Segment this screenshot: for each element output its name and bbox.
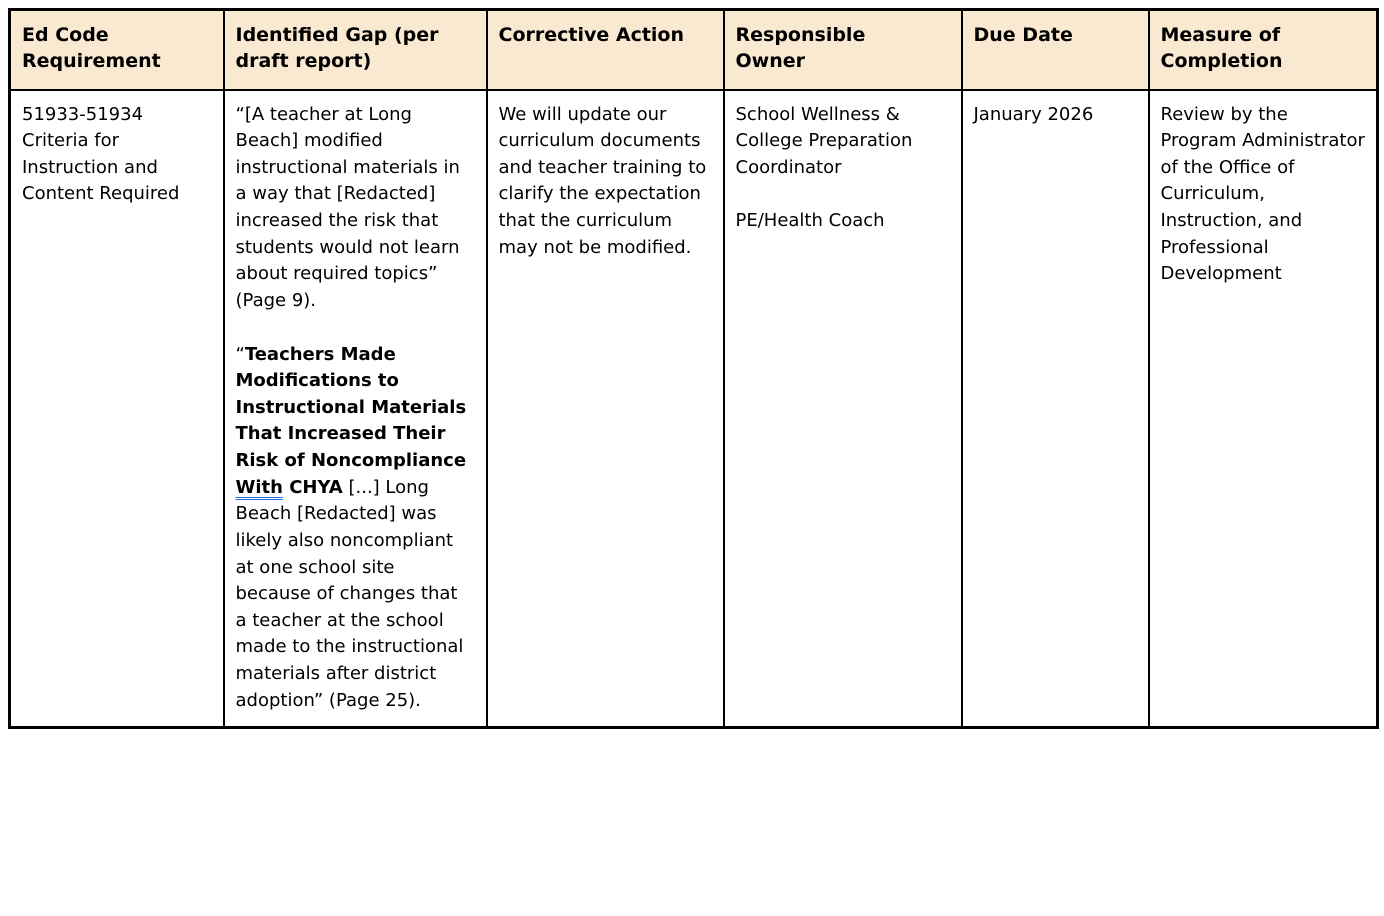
- cell-responsible-owner: [724, 90, 962, 728]
- corrective-action-text: We will update our curriculum documents and teacher training to clarify the expectation that the curriculum may not be modified.: [498, 103, 707, 258]
- column-header-label: Measure of Completion: [1160, 24, 1283, 73]
- column-header-label: Responsible Owner: [735, 24, 866, 73]
- cell-ed-code-requirement: [10, 90, 224, 728]
- column-header-due-date: [962, 10, 1149, 90]
- bold-finding-title-end: CHYA: [282, 476, 343, 498]
- open-quote: “: [235, 343, 245, 365]
- measure-of-completion-text: Review by the Program Administrator of the Office of Curriculum, Instruction, and Professional Development: [1160, 103, 1365, 285]
- corrective-action-table: [8, 8, 1379, 729]
- cell-due-date: [962, 90, 1149, 728]
- column-header-identified-gap: [224, 10, 487, 90]
- cell-identified-gap: [224, 90, 487, 728]
- cell-corrective-action: [487, 90, 724, 728]
- grammar-underlined-word: With: [235, 476, 283, 498]
- column-header-label: Corrective Action: [498, 24, 685, 46]
- column-header-ed-code-requirement: [10, 10, 224, 90]
- finding-body-text: [...] Long Beach [Redacted] was likely also noncompliant at one school site because of changes that a teacher at the school made to the instructional materials after district adoption” (Page 25).: [235, 476, 464, 711]
- column-header-measure-of-completion: [1149, 10, 1378, 90]
- identified-gap-paragraph-2: [236, 342, 470, 715]
- bold-finding-title: Teachers Made Modifications to Instructional Materials That Increased Their Risk of Noncompliance: [235, 343, 467, 471]
- column-header-corrective-action: [487, 10, 724, 90]
- identified-gap-paragraph-1: “[A teacher at Long Beach] modified instructional materials in a way that [Redacted] increased the risk that students would not learn about required topics” (Page 9).: [235, 103, 460, 311]
- responsible-owner-line-1: School Wellness & College Preparation Coordinator: [735, 103, 913, 178]
- responsible-owner-line-2: PE/Health Coach: [735, 210, 885, 232]
- due-date-text: January 2026: [973, 103, 1094, 125]
- column-header-label: Due Date: [973, 24, 1073, 46]
- header-row: [10, 10, 1378, 90]
- column-header-label: Identified Gap (per draft report): [235, 24, 439, 73]
- column-header-label: Ed Code Requirement: [22, 24, 161, 73]
- column-header-responsible-owner: [724, 10, 962, 90]
- table-row: [10, 90, 1378, 728]
- cell-measure-of-completion: [1149, 90, 1378, 728]
- ed-code-text: 51933-51934 Criteria for Instruction and Content Required: [22, 103, 180, 205]
